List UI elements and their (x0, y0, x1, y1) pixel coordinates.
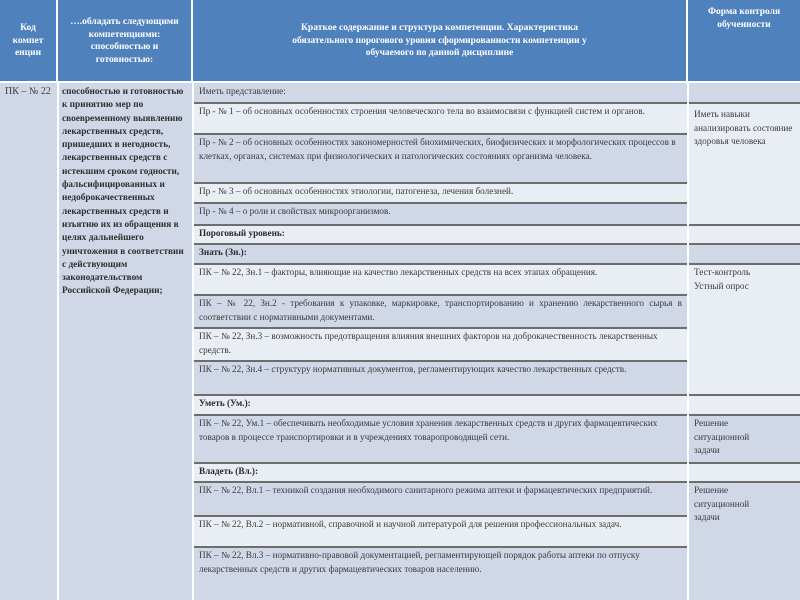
row-pr1-text: Пр - № 1 – об основных особенностях строения человеческого тела во взаимосвязи с функцией систем и органов. (199, 106, 645, 116)
row-can-text: Уметь (Ум.): (199, 398, 251, 408)
row-threshold (193, 225, 800, 244)
row-um1-text: ПК – № 22, Ум.1 – обеспечивать необходимые условия хранения лекарственных средств и других фармацевтических товаров в процессе транспортировки и в учреждениях товаропроводящей сети. (199, 418, 658, 442)
row-can (193, 395, 800, 415)
divider (193, 462, 800, 464)
row-zn3-text: ПК – № 22, Зн.3 – возможность предотвращения влияния внешних факторов на доброкачественность лекарственных средств. (199, 331, 658, 355)
row-zn1 (193, 264, 688, 295)
row-threshold-text: Пороговый уровень: (199, 228, 285, 238)
competence-text-cell (58, 83, 193, 600)
divider (193, 414, 800, 416)
divider (193, 202, 688, 204)
divider (193, 546, 688, 548)
row-pr4-text: Пр - № 4 – о роли и свойствах микроорганизмов. (199, 206, 391, 216)
control-task2: Решение ситуационной задачи (694, 485, 750, 522)
row-pr1 (193, 103, 688, 134)
row-know (193, 244, 800, 264)
control-task1: Решение ситуационной задачи (694, 418, 750, 455)
header-control (688, 0, 800, 82)
control-test-cell (688, 264, 800, 395)
header-competence (58, 0, 193, 82)
header-summary-label: Краткое содержание и структура компетенции. Характеристика обязательного порогового уровня сформированности компетенции у обучаемого по данной дисциплине (292, 23, 587, 59)
competence-code-cell (0, 83, 58, 600)
divider (193, 360, 688, 362)
competence-code: ПК – № 22 (5, 86, 51, 97)
row-zn2-text: ПК – № 22, Зн.2 - требования к упаковке, маркировке, транспортированию и хранению лекарственного сырья в соответствии с нормативными документами. (199, 298, 682, 322)
control-skills-cell (688, 103, 800, 225)
header-code (0, 0, 58, 82)
row-pr2 (193, 134, 688, 183)
divider (193, 102, 800, 104)
row-zn3 (193, 328, 688, 361)
row-zn4 (193, 361, 688, 395)
control-test: Тест-контроль Устный опрос (694, 267, 751, 291)
divider (193, 481, 800, 483)
header-control-label: Форма контроля обученности (707, 7, 781, 30)
divider (193, 243, 800, 245)
row-know-text: Знать (Зн.): (199, 247, 247, 257)
row-vl3 (193, 547, 688, 600)
divider (193, 263, 800, 265)
control-task1-cell (688, 415, 800, 463)
divider (193, 515, 688, 517)
row-pr4 (193, 203, 688, 225)
header-summary (193, 0, 688, 82)
row-vl2-text: ПК – № 22, Вл.2 – нормативной, справочной и научной литературой для решения профессиональных задач. (199, 519, 622, 529)
column-divider (192, 82, 194, 600)
divider (193, 133, 688, 135)
row-zn4-text: ПК – № 22, Зн.4 – структуру нормативных документов, регламентирующих качество лекарственных средств. (199, 364, 627, 374)
divider (193, 294, 688, 296)
row-own-text: Владеть (Вл.): (199, 466, 259, 476)
competence-text: способностью и готовностью к принятию мер по своевременному выявлению лекарственных средств, пришедших в негодность, лекарственных средств с истекшим сроком годности, фальсифицированных и недоброкачественных лекарственных средств и изъятию их из обращения в целях дальнейшего уничтожения в соответствии с действующим законодательством Российской Федерации; (62, 87, 184, 297)
control-task2-cell (688, 482, 800, 600)
row-zn1-text: ПК – № 22, Зн.1 – факторы, влияющие на качество лекарственных средств на всех этапах обращения. (199, 267, 598, 277)
divider (193, 327, 688, 329)
column-divider (687, 82, 689, 600)
row-pr3 (193, 183, 688, 203)
divider (193, 182, 688, 184)
row-vl3-text: ПК – № 22, Вл.3 – нормативно-правовой документацией, регламентирующей порядок работы аптеки по отпуску лекарственных средств и других фармацевтических товаров населению. (199, 550, 640, 574)
control-skills: Иметь навыки анализировать состояние здоровья человека (694, 109, 793, 146)
row-zn2 (193, 295, 688, 328)
column-divider (57, 82, 59, 600)
row-um1 (193, 415, 688, 463)
row-have-idea-text: Иметь представление: (199, 86, 286, 96)
row-vl1-text: ПК – № 22, Вл.1 – техникой создания необходимого санитарного режима аптеки и фармацевтических предприятий. (199, 485, 653, 495)
row-pr2-text: Пр - № 2 – об основных особенностях закономерностей биохимических, биофизических и морфологических процессов в клетках, органах, системах при физиологических и патологических состояниях организма человека. (199, 137, 676, 161)
row-vl1 (193, 482, 688, 516)
header-competence-label: ….обладать следующими компетенциями: способностью и готовностью: (70, 17, 179, 65)
divider (193, 224, 800, 226)
control-blank-1 (688, 83, 800, 103)
header-divider (0, 81, 800, 83)
row-vl2 (193, 516, 688, 547)
header-code-label: Код компет енции (12, 23, 44, 59)
row-have-idea (193, 83, 688, 103)
row-pr3-text: Пр - № 3 – об основных особенностях этиологии, патогенеза, лечения болезней. (199, 186, 514, 196)
row-own (193, 463, 800, 482)
divider (193, 394, 800, 396)
